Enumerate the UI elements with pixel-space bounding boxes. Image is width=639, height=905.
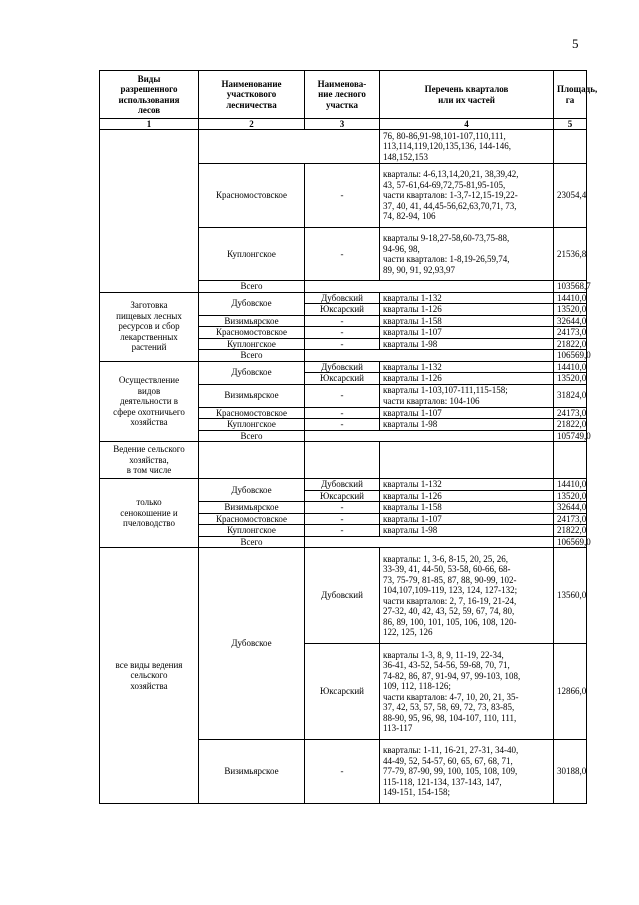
quarters-cell: кварталы 1-158: [380, 315, 554, 327]
header-use-type: Виды разрешенного использования лесов: [100, 71, 199, 119]
area-cell: 14410,0: [554, 361, 587, 373]
header-area: Площадь, га: [554, 71, 587, 119]
use-type-cell: все виды ведения сельского хозяйства: [100, 548, 199, 804]
area-cell: 13520,0: [554, 373, 587, 385]
table-row: [100, 548, 587, 644]
quarters-cell: кварталы: 1, 3-6, 8-15, 20, 25, 26, 33-39, 41, 44-50, 53-58, 60-66, 68- 73, 75-79, 81-85, 87, 88, 90-99, 102- 104,107,109-119, 123, 124, 127-132; части кварталов: 2, 7, 16-19, 21-24, 27-32, 40, 42, 43, 52, 59, 67, 74, 80, 86, 89, 100, 101, 105, 106, 108, 120- 122, 125, 126: [380, 548, 554, 644]
site-cell: -: [305, 164, 380, 228]
forestry-cell: Дубовское: [199, 292, 305, 315]
column-number: 5: [554, 119, 587, 130]
quarters-cell: кварталы 1-98: [380, 338, 554, 350]
header-quarters: Перечень кварталов или их частей: [380, 71, 554, 119]
use-type-cell: Осуществление видов деятельности в сфере охотничьего хозяйства: [100, 361, 199, 442]
empty-cell: [305, 350, 554, 362]
quarters-cell: кварталы 1-98: [380, 419, 554, 431]
forestry-cell: Дубовское: [199, 361, 305, 384]
total-area: 103568,7: [554, 281, 587, 293]
quarters-cell: кварталы: 4-6,13,14,20,21, 38,39,42, 43, 57-61,64-69,72,75-81,95-105, части кварталов: 1-3,7-12,15-19,22- 37, 40, 41, 44,45-56,62,63,70,71, 73, 74, 82-94, 106: [380, 164, 554, 228]
area-cell: 23054,4: [554, 164, 587, 228]
area-cell: 24173,0: [554, 327, 587, 339]
table-row: [100, 479, 587, 491]
quarters-cell: кварталы 1-107: [380, 327, 554, 339]
area-cell: 32644,0: [554, 502, 587, 514]
area-cell: 24173,0: [554, 513, 587, 525]
empty-cell: [305, 281, 554, 293]
forestry-cell: Красномостовское: [199, 407, 305, 419]
forestry-cell: Куплонгское: [199, 228, 305, 281]
header-forest-site: Наименова- ние лесного участка: [305, 71, 380, 119]
forestry-cell: Куплонгское: [199, 525, 305, 537]
site-cell: -: [305, 513, 380, 525]
area-cell: 21822,0: [554, 419, 587, 431]
site-cell: -: [305, 740, 380, 804]
site-cell: -: [305, 419, 380, 431]
area-cell: 13520,0: [554, 490, 587, 502]
area-cell: 32644,0: [554, 315, 587, 327]
page-number: 5: [572, 36, 579, 51]
empty-cell: [305, 430, 554, 442]
area-cell: 13520,0: [554, 304, 587, 316]
quarters-cell: кварталы 1-158: [380, 502, 554, 514]
quarters-cell: кварталы 1-126: [380, 304, 554, 316]
quarters-cell: кварталы 1-3, 8, 9, 11-19, 22-34, 36-41, 43-52, 54-56, 59-68, 70, 71, 74-82, 86, 87, 91-94, 97, 99-103, 108, 109, 112, 118-126; части кварталов: 4-7, 10, 20, 21, 35- 37, 42, 53, 57, 58, 69, 72, 73, 83-85, 88-90, 95, 96, 98, 104-107, 110, 111, 113-117: [380, 644, 554, 740]
quarters-cell: кварталы 1-132: [380, 479, 554, 491]
area-cell: 13560,0: [554, 548, 587, 644]
total-area: 106569,0: [554, 350, 587, 362]
site-cell: -: [305, 327, 380, 339]
site-cell: -: [305, 338, 380, 350]
site-cell: -: [305, 228, 380, 281]
forest-use-table: [99, 70, 598, 804]
forestry-cell: Дубовское: [199, 479, 305, 502]
quarters-cell: кварталы 1-98: [380, 525, 554, 537]
column-number: 4: [380, 119, 554, 130]
quarters-cell: кварталы 1-126: [380, 373, 554, 385]
area-cell: 12866,0: [554, 644, 587, 740]
total-area: 105749,0: [554, 430, 587, 442]
use-type-cell: [100, 130, 199, 293]
site-cell: Дубовский: [305, 292, 380, 304]
quarters-cell: 76, 80-86,91-98,101-107,110,111, 113,114,119,120,135,136, 144-146, 148,152,153: [380, 130, 554, 164]
table-header-row: [100, 71, 587, 119]
empty-cell: [305, 442, 380, 479]
quarters-cell: кварталы 1-132: [380, 292, 554, 304]
quarters-cell: кварталы: 1-11, 16-21, 27-31, 34-40, 44-49, 52, 54-57, 60, 65, 67, 68, 71, 77-79, 87-90, 99, 100, 105, 108, 109, 115-118, 121-134, 137-143, 147, 149-151, 154-158;: [380, 740, 554, 804]
column-number-row: [100, 119, 587, 130]
forestry-cell: Визимьярское: [199, 315, 305, 327]
site-cell: Дубовский: [305, 361, 380, 373]
forestry-cell: Красномостовское: [199, 513, 305, 525]
forestry-cell: Красномостовское: [199, 327, 305, 339]
site-cell: -: [305, 502, 380, 514]
quarters-cell: кварталы 1-126: [380, 490, 554, 502]
total-label: Всего: [199, 536, 305, 548]
total-label: Всего: [199, 430, 305, 442]
site-cell: -: [305, 384, 380, 407]
quarters-cell: кварталы 1-107: [380, 513, 554, 525]
column-number: 3: [305, 119, 380, 130]
total-label: Всего: [199, 350, 305, 362]
site-cell: Юксарский: [305, 304, 380, 316]
table-row: [100, 442, 587, 479]
table-row: [100, 130, 587, 164]
area-cell: 14410,0: [554, 292, 587, 304]
use-type-cell: Ведение сельского хозяйства, в том числе: [100, 442, 199, 479]
quarters-cell: кварталы 1-103,107-111,115-158; части кварталов: 104-106: [380, 384, 554, 407]
area-cell: 30188,0: [554, 740, 587, 804]
area-cell: 24173,0: [554, 407, 587, 419]
empty-cell: [199, 130, 380, 164]
area-cell: 31824,0: [554, 384, 587, 407]
site-cell: Дубовский: [305, 479, 380, 491]
forestry-cell: Визимьярское: [199, 384, 305, 407]
site-cell: Дубовский: [305, 548, 380, 644]
column-number: 1: [100, 119, 199, 130]
table-row: [100, 361, 587, 373]
empty-cell: [305, 536, 554, 548]
site-cell: Юксарский: [305, 373, 380, 385]
site-cell: -: [305, 407, 380, 419]
forestry-cell: Визимьярское: [199, 502, 305, 514]
area-cell: 21536,8: [554, 228, 587, 281]
area-cell: [554, 130, 587, 164]
empty-cell: [380, 442, 554, 479]
site-cell: -: [305, 315, 380, 327]
area-cell: 21822,0: [554, 525, 587, 537]
forestry-cell: Красномостовское: [199, 164, 305, 228]
forestry-cell: Куплонгское: [199, 338, 305, 350]
site-cell: Юксарский: [305, 644, 380, 740]
empty-cell: [199, 442, 305, 479]
empty-cell: [554, 442, 587, 479]
forestry-cell: Визимьярское: [199, 740, 305, 804]
column-number: 2: [199, 119, 305, 130]
use-type-cell: только сенокошение и пчеловодство: [100, 479, 199, 548]
forestry-cell: Дубовское: [199, 548, 305, 740]
site-cell: -: [305, 525, 380, 537]
area-cell: 21822,0: [554, 338, 587, 350]
area-cell: 14410,0: [554, 479, 587, 491]
quarters-cell: кварталы 1-132: [380, 361, 554, 373]
quarters-cell: кварталы 1-107: [380, 407, 554, 419]
site-cell: Юксарский: [305, 490, 380, 502]
quarters-cell: кварталы 9-18,27-58,60-73,75-88, 94-96, 98, части кварталов: 1-8,19-26,59,74, 89, 90, 91, 92,93,97: [380, 228, 554, 281]
forestry-cell: Куплонгское: [199, 419, 305, 431]
use-type-cell: Заготовка пищевых лесных ресурсов и сбор лекарственных растений: [100, 292, 199, 361]
total-label: Всего: [199, 281, 305, 293]
header-forestry: Наименование участкового лесничества: [199, 71, 305, 119]
total-area: 106569,0: [554, 536, 587, 548]
table-row: [100, 292, 587, 304]
